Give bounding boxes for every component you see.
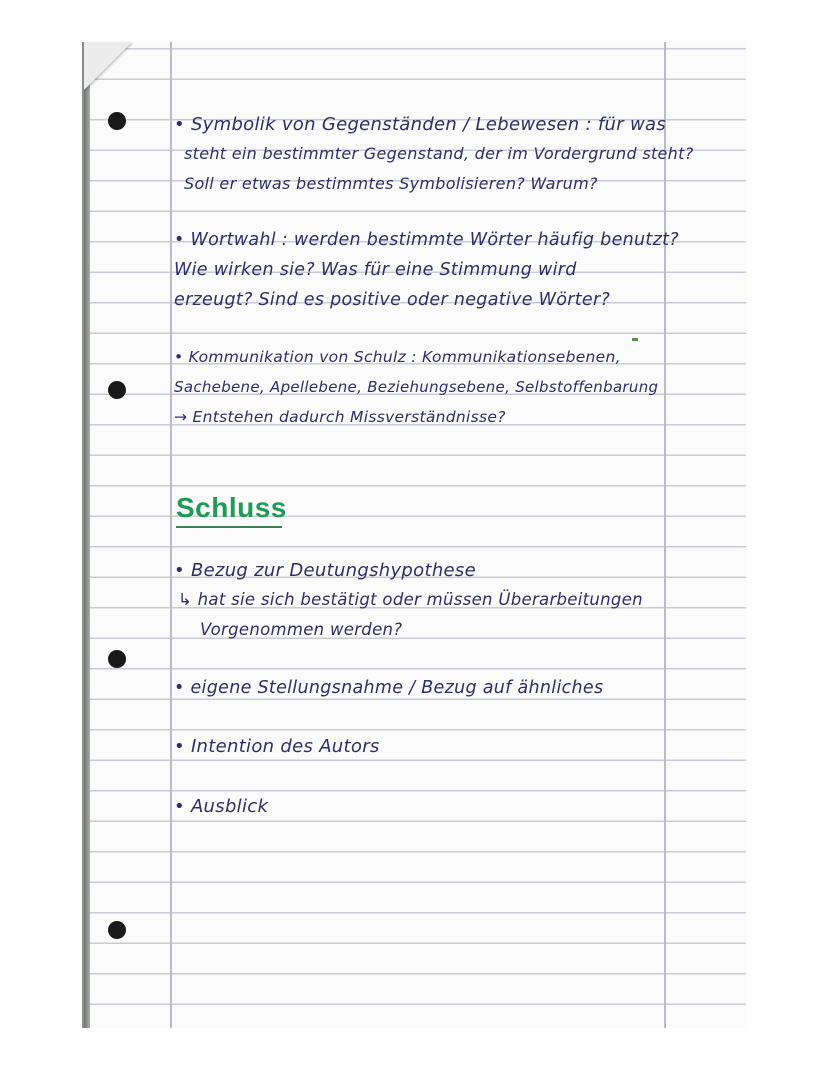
note-line: ↳ hat sie sich bestätigt oder müssen Überarbeitungen xyxy=(178,590,643,609)
note-line: Wie wirken sie? Was für eine Stimmung wird xyxy=(174,260,577,280)
green-ink-fleck xyxy=(632,338,638,341)
note-line: Soll er etwas bestimmtes Symbolisieren? Warum? xyxy=(184,174,598,193)
right-margin-line xyxy=(664,42,666,1028)
punch-hole xyxy=(108,921,126,939)
note-line: → Entstehen dadurch Missverständnisse? xyxy=(174,408,506,426)
note-line: • Wortwahl : werden bestimmte Wörter häufig benutzt? xyxy=(174,230,679,250)
note-line: erzeugt? Sind es positive oder negative Wörter? xyxy=(174,290,611,310)
note-line: • Ausblick xyxy=(174,796,269,817)
note-line: Sachebene, Apellebene, Beziehungsebene, Selbstoffenbarung xyxy=(174,378,659,396)
note-line: • Kommunikation von Schulz : Kommunikationsebenen, xyxy=(174,348,621,366)
heading-underline xyxy=(176,526,282,528)
notebook-page xyxy=(84,42,746,1028)
left-margin-line xyxy=(170,42,172,1028)
punch-hole xyxy=(108,112,126,130)
note-line: • Symbolik von Gegenständen / Lebewesen : für was xyxy=(174,114,667,135)
punch-hole xyxy=(108,650,126,668)
folded-corner xyxy=(84,42,132,90)
note-line: steht ein bestimmter Gegenstand, der im Vordergrund steht? xyxy=(184,144,694,163)
punch-hole xyxy=(108,381,126,399)
note-line: Vorgenommen werden? xyxy=(200,620,403,639)
note-line: • Intention des Autors xyxy=(174,736,380,757)
note-line: • eigene Stellungsnahme / Bezug auf ähnliches xyxy=(174,678,604,698)
note-line: • Bezug zur Deutungshypothese xyxy=(174,560,476,581)
section-heading: Schluss xyxy=(176,492,287,523)
